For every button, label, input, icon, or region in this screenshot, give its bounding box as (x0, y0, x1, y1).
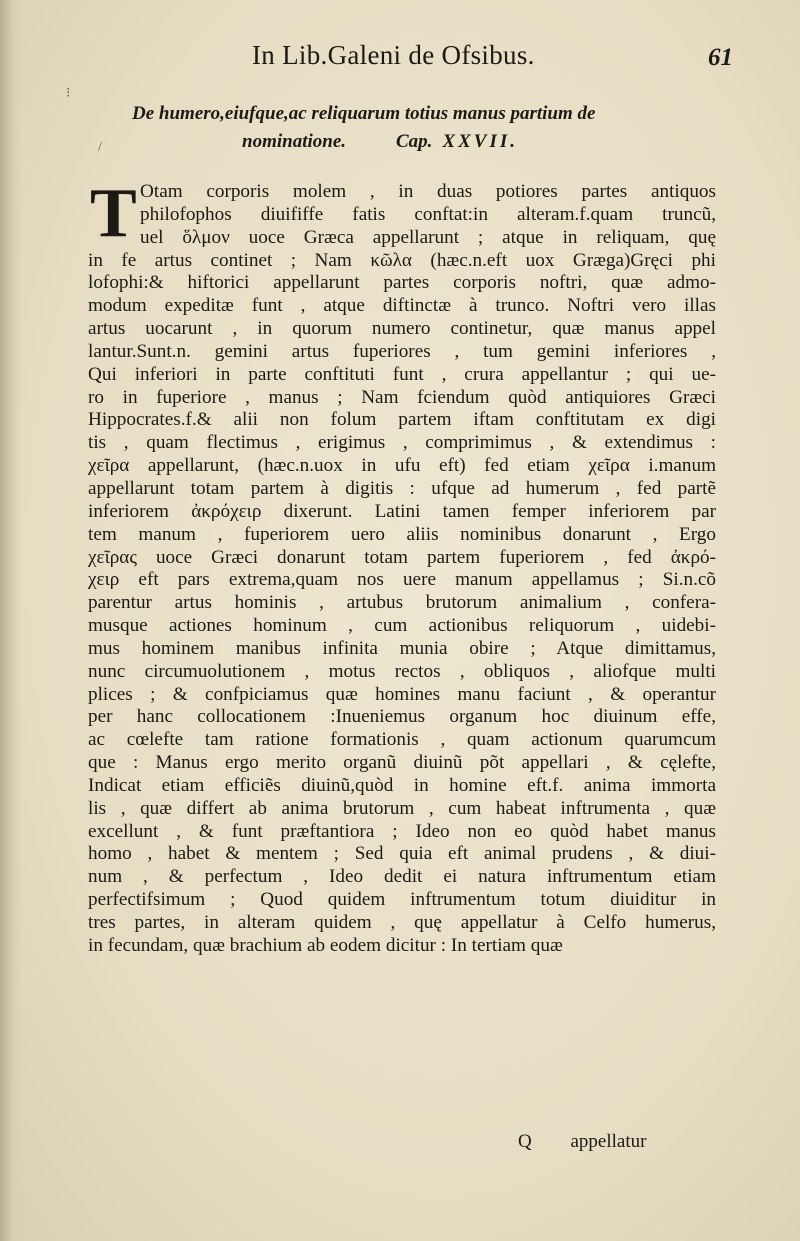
text-line: plices ; & confpiciamus quæ homines manu faciunt , & operantur (88, 683, 716, 705)
text-line: tem manum , fuperiorem uero aliis nominibus donarunt , Ergo (88, 523, 716, 545)
text-line: lis , quæ differt ab anima brutorum , cum habeat inftrumenta , quæ (88, 797, 716, 819)
text-line: modum expeditæ funt , atque diftinctæ à trunco. Noftri vero illas (88, 295, 716, 317)
text-line: in fecundam, quæ brachium ab eodem dicitur : In tertiam quæ (88, 934, 563, 956)
text-line: ro in fuperiore , manus ; Nam fciendum quòd antiquiores Græci (88, 386, 716, 408)
signature-mark: Q (518, 1131, 532, 1152)
text-line: nunc circumuolutionem , motus rectos , obliquos , aliofque multi (88, 660, 716, 682)
text-line: excellunt , & funt præftantiora ; Ideo non eo quòd habet manus (88, 820, 716, 842)
catchword: appellatur (570, 1131, 647, 1152)
text-line: tis , quam flectimus , erigimus , comprimimus , & extendimus : (88, 432, 716, 454)
text-line: Otam corporis molem , in duas potiores partes antiquos (140, 181, 716, 202)
text-line: que : Manus ergo merito organũ diuinũ põt appellari , & cęlefte, (88, 752, 716, 774)
text-line: in fe artus continet ; Nam κῶλα (hæc.n.eft uox Græga)Gręci phi (88, 249, 716, 271)
text-line: ac cœlefte tam ratione formationis , quam actionum quarumcum (88, 729, 716, 751)
text-line: lofophi:& hiftorici appellarunt partes corporis noftri, quæ admo- (88, 272, 716, 294)
text-line: artus uocarunt , in quorum numero continetur, quæ manus appel (88, 318, 716, 340)
text-line: χειρ eft pars extrema,quam nos uere manum appellamus ; Si.n.cõ (88, 569, 716, 591)
chapter-title-line-2 (132, 128, 732, 156)
margin-ink-mark: ⁝ (66, 86, 71, 101)
page-number: 61 (708, 44, 733, 71)
text-line: per hanc collocationem :Inueniemus organum hoc diuinum effe, (88, 706, 716, 728)
text-line: inferiorem ἀκρόχειρ dixerunt. Latini tamen femper inferiorem par (88, 500, 716, 522)
text-line: mus hominem manibus infinita munia obire ; Atque dimittamus, (88, 637, 716, 659)
text-line: χεῖρα appellarunt, (hæc.n.uox in ufu eft) fed etiam χεῖρα i.manum (88, 455, 716, 477)
chapter-title-line-1: De humero,eiufque,ac reliquarum totius manus partium de (132, 103, 596, 124)
chapter-heading (132, 100, 732, 156)
chapter-title-line-2-text: nominatione. (242, 131, 346, 152)
binding-gutter (0, 0, 22, 1241)
text-line: musque actiones hominum , cum actionibus reliquorum , uidebi- (88, 615, 716, 637)
text-line: parentur artus hominis , artubus brutorum animalium , confera- (88, 592, 716, 614)
chapter-number: XXVII. (442, 131, 518, 152)
text-line: Qui inferiori in parte conftituti funt , crura appellantur ; qui ue- (88, 363, 716, 385)
body-text (88, 175, 716, 958)
text-line: appellarunt totam partem à digitis : ufque ad humerum , fed partẽ (88, 477, 716, 499)
text-line: χεῖρας uoce Græci donarunt totam partem fuperiorem , fed ἀκρό- (88, 546, 716, 568)
margin-ink-stroke: / (98, 140, 102, 155)
text-line: tres partes, in alteram quidem , quę appellatur à Celfo humerus, (88, 912, 716, 933)
text-line: perfectifsimum ; Quod quidem inftrumentum totum diuiditur in (88, 889, 716, 911)
chapter-cap-label: Cap. (396, 131, 433, 152)
text-line: num , & perfectum , Ideo dedit ei natura inftrumentum etiam (88, 866, 716, 888)
text-line: Hippocrates.f.& alii non folum partem iftam conftitutam ex digi (88, 409, 716, 431)
text-line: Indicat etiam efficiẽs diuinũ,quòd in homine eft.f. anima immorta (88, 774, 716, 796)
running-title: In Lib.Galeni de Ofsibus. (252, 40, 535, 70)
text-line: philofophos diuififfe fatis conftat:in alteram.f.quam truncũ, (140, 203, 716, 225)
text-line: homo , habet & mentem ; Sed quia eft animal prudens , & diui- (88, 843, 716, 865)
page-footer (518, 1131, 646, 1153)
drop-cap: T (90, 175, 137, 252)
text-line: lantur.Sunt.n. gemini artus fuperiores , tum gemini inferiores , (88, 340, 716, 362)
text-line: uel ὅλμον uoce Græca appellarunt ; atque in reliquam, quę (140, 226, 716, 248)
